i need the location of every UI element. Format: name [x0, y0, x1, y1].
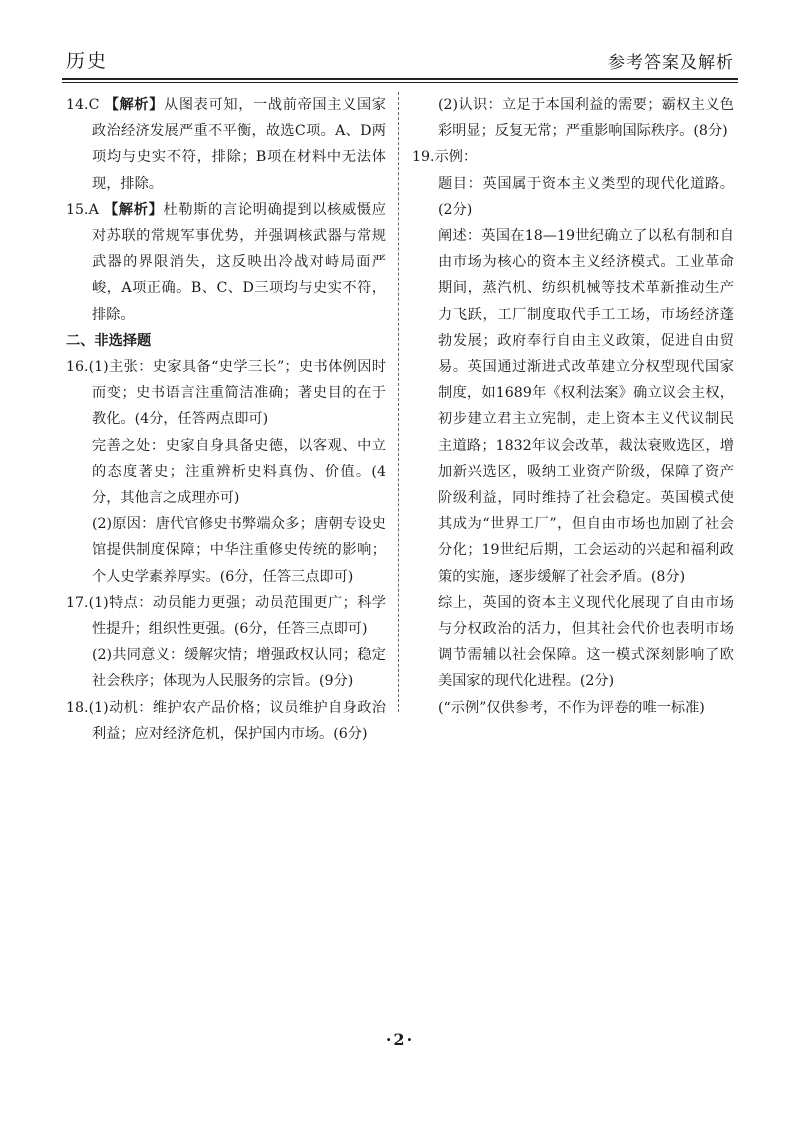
- left-column: [66, 92, 386, 747]
- answer-19-num: 19.示例：: [412, 149, 478, 166]
- answer-14: [66, 92, 386, 197]
- answer-15-text: 杜勒斯的言论明确提到以核威慑应对苏联的常规军事优势，并强调核武器与常规武器的界限消失，这反映出冷战对峙局面严峻，A项正确。B、C、D三项均与史实不符，排除。: [92, 201, 386, 323]
- header-rule-thin: [62, 82, 738, 83]
- answer-14-num: 14.C: [66, 97, 100, 113]
- subject-label: 历史: [66, 50, 109, 72]
- answer-17-part1: 17.(1)特点：动员能力更强；动员范围更广；科学性提升；组织性更强。(6分，任答三点即可): [66, 594, 386, 638]
- header-title: 参考答案及解析: [608, 53, 734, 73]
- section-heading-nonchoice: 二、非选择题: [66, 332, 152, 349]
- answer-14-text: 从图表可知，一战前帝国主义国家政治经济发展严重不平衡，故选C项。A、D两项均与史实不符，排除；B项在材料中无法体现，排除。: [92, 97, 386, 192]
- column-divider: [398, 92, 399, 712]
- answer-15-tag: 【解析】: [104, 201, 164, 218]
- answer-17-part2: (2)共同意义：缓解灾情；增强政权认同；稳定社会秩序；体现为人民服务的宗旨。(9分): [92, 647, 386, 690]
- page-header: [62, 44, 738, 78]
- header-rule-thick: [62, 78, 738, 80]
- right-column: [412, 92, 734, 721]
- answer-15-num: 15.A: [66, 201, 99, 218]
- answer-19-elaborate: 阐述：英国在18—19世纪确立了以私有制和自由市场为核心的资本主义经济模式。工业革命期间，蒸汽机、纺织机械等技术革新推动生产力飞跃，工厂制度取代手工工场，市场经济蓬勃发展；政府奉行自由主义政策，促进自由贸易。英国通过渐进式改革建立分权型现代国家制度，如1689年《权利法案》确立议会主权，初步建立君主立宪制，走上资本主义代议制民主道路；1832年议会改革，裁汰衰败选区，增加新兴选区，吸纳工业资产阶级，保障了资产阶级利益，同时维持了社会稳定。英国模式使其成为“世界工厂”，但自由市场也加剧了社会分化；19世纪后期，工会运动的兴起和福利政策的实施，逐步缓解了社会矛盾。(8分): [438, 228, 734, 585]
- answer-19-summary: 综上，英国的资本主义现代化展现了自由市场与分权政治的活力，但其社会代价也表明市场调节需辅以社会保障。这一模式深刻影响了欧美国家的现代化进程。(2分): [438, 594, 734, 690]
- answer-19-topic: 题目：英国属于资本主义类型的现代化道路。(2分): [438, 175, 734, 218]
- answer-16-part1-extra: 完善之处：史家自身具备史德，以客观、中立的态度著史；注重辨析史料真伪、价值。(4分，其他言之成理亦可): [92, 437, 386, 507]
- answer-18-part1: 18.(1)动机：维护农产品价格；议员维护自身政治利益；应对经济危机，保护国内市场。(6分): [66, 699, 386, 742]
- page-number: ·2·: [385, 1030, 415, 1049]
- answer-16-part2: (2)原因：唐代官修史书弊端众多；唐朝专设史馆提供制度保障；中华注重修史传统的影响；个人史学素养厚实。(6分，任答三点即可): [92, 516, 386, 585]
- answer-19-note: (“示例”仅供参考，不作为评卷的唯一标准): [438, 699, 705, 716]
- answer-16-part1: 16.(1)主张：史家具备“史学三长”；史书体例因时而变；史书语言注重简洁准确；著史目的在于教化。(4分，任答两点即可): [66, 359, 386, 428]
- answer-14-tag: 【解析】: [104, 97, 164, 113]
- answer-15: [66, 197, 386, 328]
- answer-18-part2: (2)认识：立足于本国利益的需要；霸权主义色彩明显；反复无常；严重影响国际秩序。(8分): [438, 97, 734, 140]
